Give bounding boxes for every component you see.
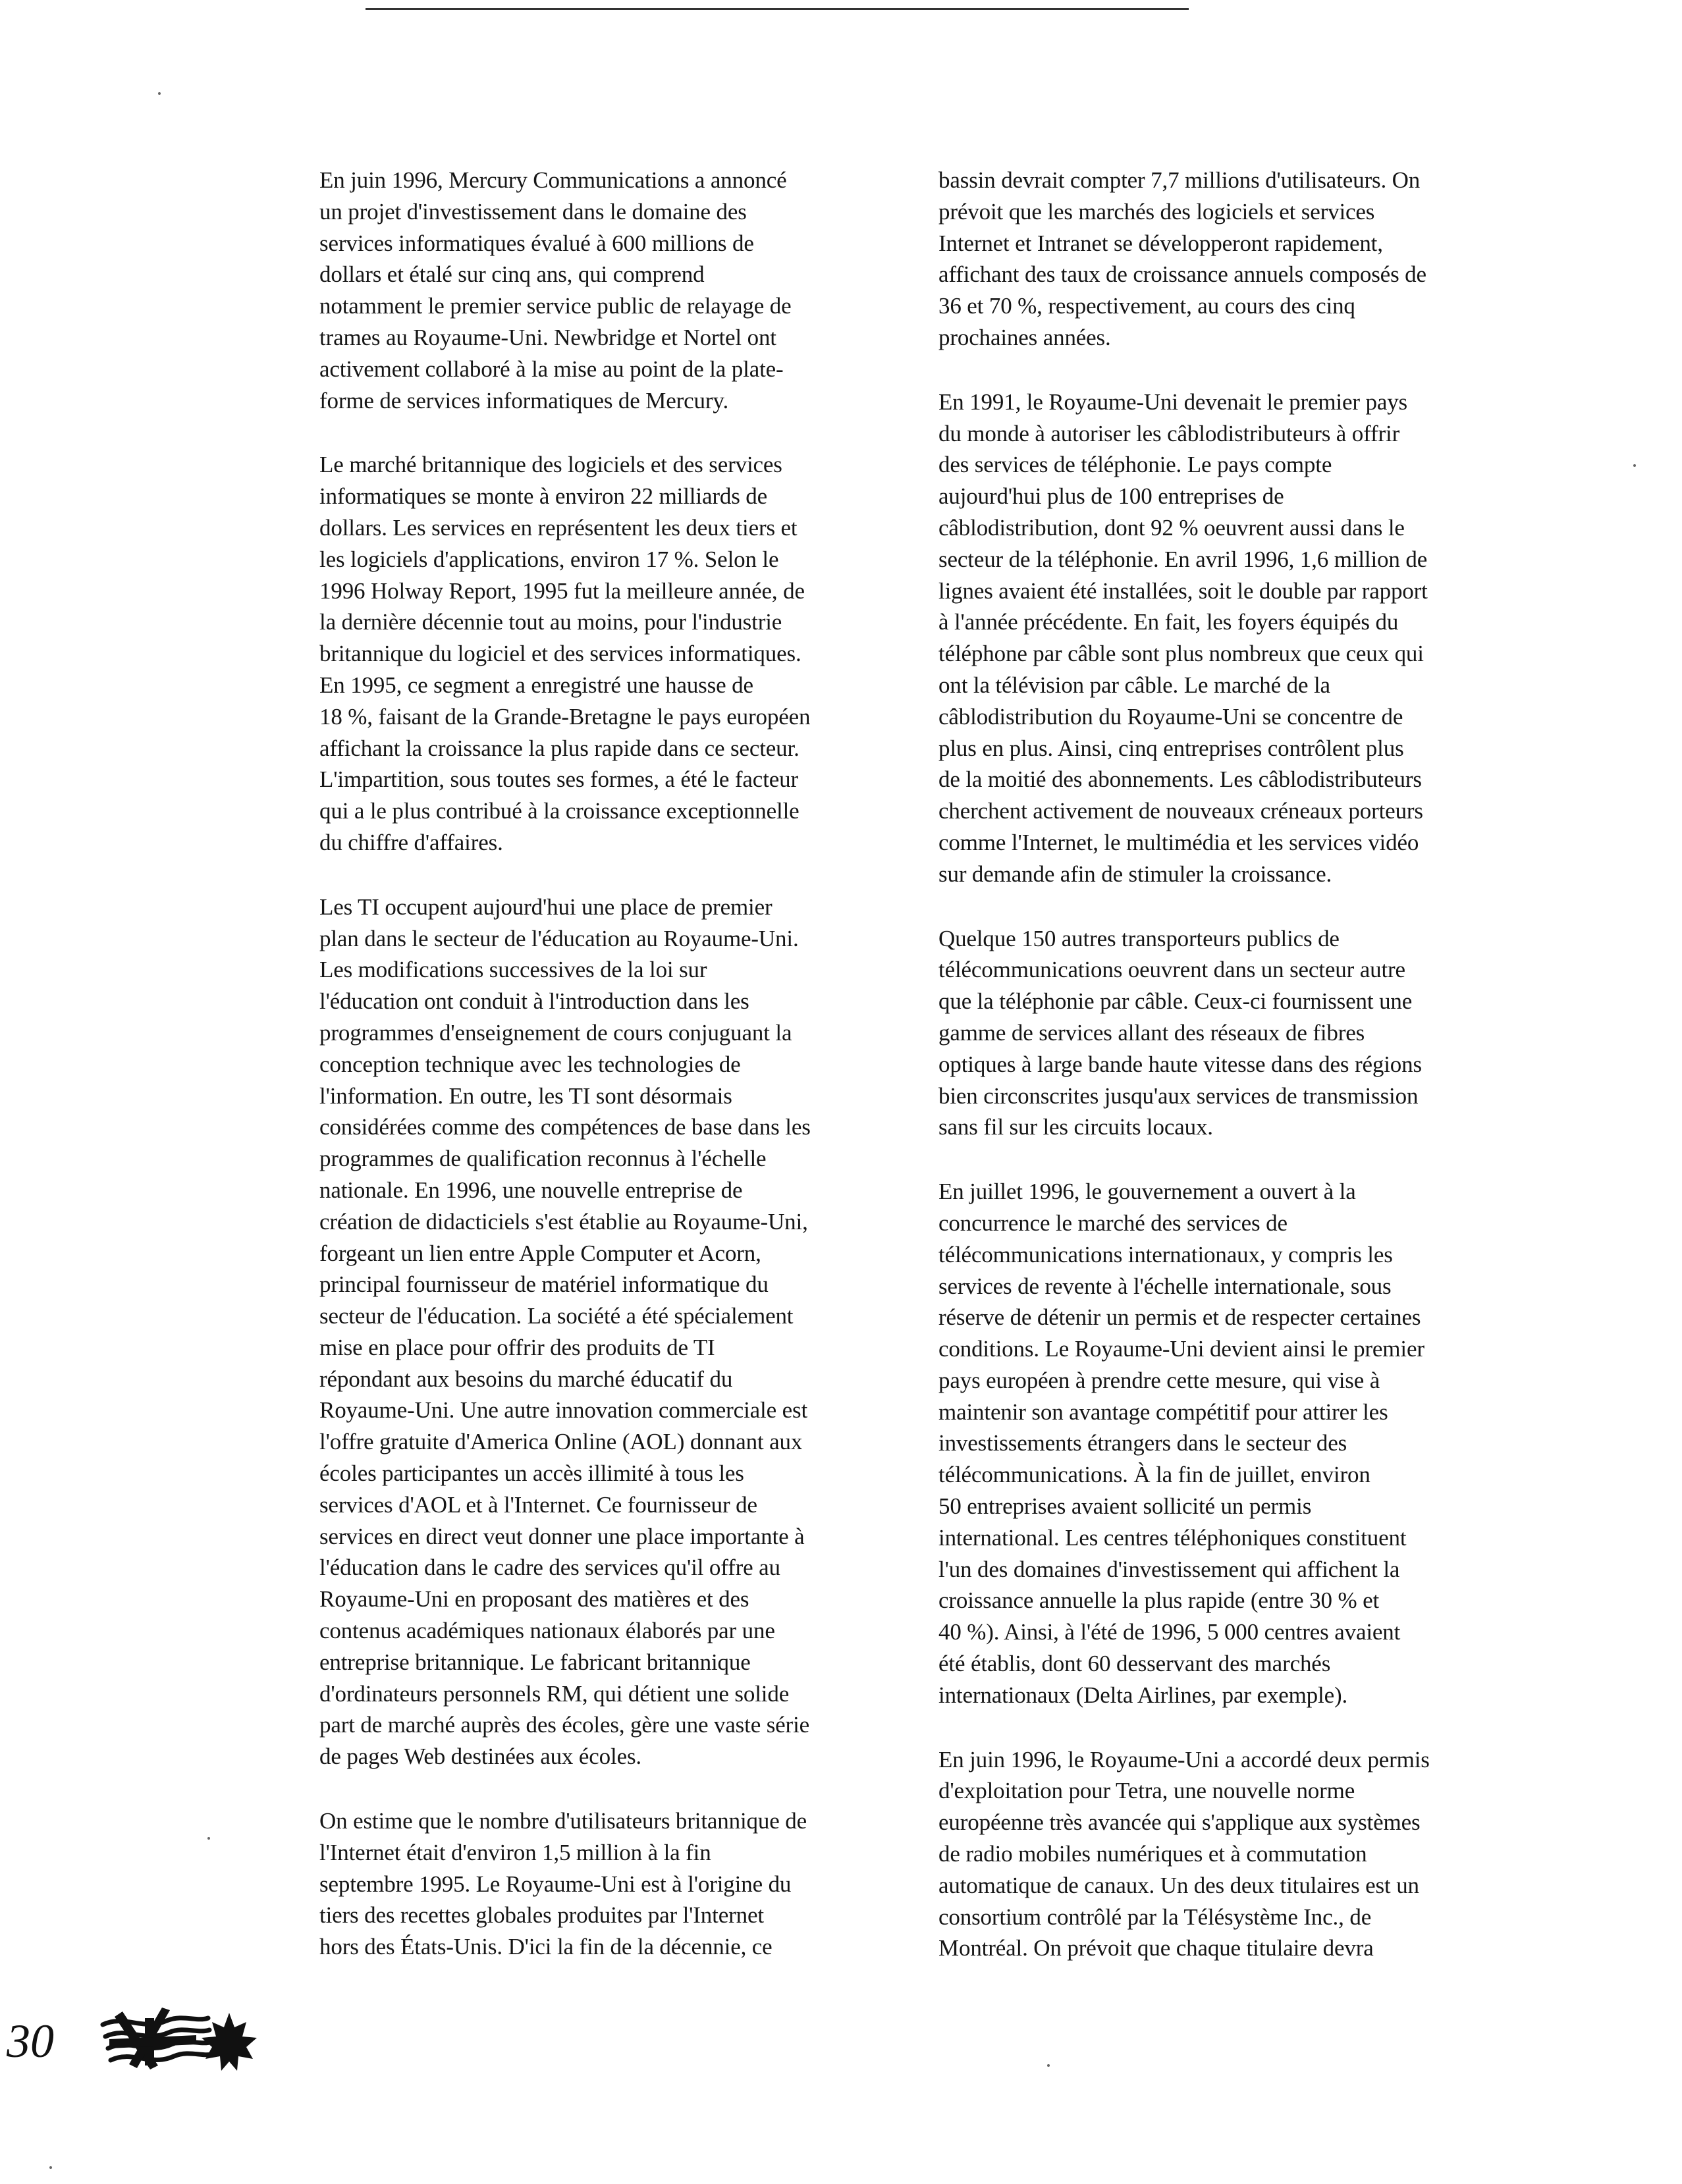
scan-speck: [1047, 2064, 1050, 2067]
page-number: 30: [7, 2015, 54, 2067]
paragraph-cable-telephony: En 1991, le Royaume-Uni devenait le premier pays du monde à autoriser les câblodistributeurs à offrir des services de téléphonie. Le pays compte aujourd'hui plus de 100 entreprises de câblodistribution, dont 92 % oeuvrent aussi dans le secteur de la téléphonie. En avril 1996, 1,6 million de lignes avaient été installées, soit le double par rapport à l'année précédente. En fait, les foyers équipés du téléphone par câble sont plus nombreux que ceux qui ont la télévision par câble. Le marché de la câblodistribution du Royaume-Uni se concentre de plus en plus. Ainsi, cinq entreprises contrôlent plus de la moitié des abonnements. Les câblodistributeurs cherchent activement de nouveaux créneaux porteurs comme l'Internet, le multimédia et les services vidéo sur demande afin de stimuler la croissance.: [938, 388, 1428, 887]
left-column: [319, 165, 925, 1996]
scan-speck: [1633, 464, 1636, 467]
scan-speck: [49, 2166, 52, 2169]
paragraph-internet-forecast: bassin devrait compter 7,7 millions d'utilisateurs. On prévoit que les marchés des logiciels et services Internet et Intranet se développeront rapidement, affichant des taux de croissance annuels composés de 36 et 70 %, respectivement, au cours des cinq prochaines années.: [938, 167, 1426, 350]
paragraph-mercury: En juin 1996, Mercury Communications a annoncé un projet d'investissement dans le domaine des services informatiques évalué à 600 millions de dollars et étalé sur cinq ans, qui comprend notamment le premier service public de relayage de trames au Royaume-Uni. Newbridge et Nortel ont activement collaboré à la mise au point de la plate- forme de services informatiques de Mercury.: [319, 167, 792, 413]
right-column: [938, 165, 1544, 1997]
header-rule: [366, 8, 1189, 10]
flag-emblem-icon: [97, 2005, 262, 2077]
paragraph-education: Les TI occupent aujourd'hui une place de premier plan dans le secteur de l'éducation au Royaume-Uni. Les modifications successives de la loi sur l'éducation ont conduit à l'introduction dans les programmes d'enseignement de cours conjuguant la conception technique avec les technologies de l'information. En outre, les TI sont désormais considérées comme des compétences de base dans les programmes de qualification reconnus à l'échelle nationale. En 1996, une nouvelle entreprise de création de didacticiels s'est établie au Royaume-Uni, forgeant un lien entre Apple Computer et Acorn, principal fournisseur de matériel informatique du secteur de l'éducation. La société a été spécialement mise en place pour offrir des produits de TI répondant aux besoins du marché éducatif du Royaume-Uni. Une autre innovation commerciale est l'offre gratuite d'America Online (AOL) donnant aux écoles participantes un accès illimité à tous les services d'AOL et à l'Internet. Ce fournisseur de services en direct veut donner une place importante à l'éducation dans le cadre des services qu'il offre au Royaume-Uni en proposant des matières et des contenus académiques nationaux élaborés par une entreprise britannique. Le fabricant britannique d'ordinateurs personnels RM, qui détient une solide part de marché auprès des écoles, gère une vaste série de pages Web destinées aux écoles.: [319, 893, 811, 1770]
scan-speck: [207, 1837, 210, 1840]
paragraph-software-market: Le marché britannique des logiciels et des services informatiques se monte à environ 22 milliards de dollars. Les services en représentent les deux tiers et les logiciels d'applications, environ 17 %. Selon le 1996 Holway Report, 1995 fut la meilleure année, de la dernière décennie tout au moins, pour l'industrie britannique du logiciel et des services informatiques. En 1995, ce segment a enregistré une hausse de 18 %, faisant de la Grande-Bretagne le pays européen affichant la croissance la plus rapide dans ce secteur. L'impartition, sous toutes ses formes, a été le facteur qui a le plus contribué à la croissance exceptionnelle du chiffre d'affaires.: [319, 452, 811, 855]
paragraph-international-services: En juillet 1996, le gouvernement a ouvert à la concurrence le marché des services de télécommunications internationaux, y compris les services de revente à l'échelle internationale, sous réserve de détenir un permis et de respecter certaines conditions. Le Royaume-Uni devient ainsi le premier pays européen à prendre cette mesure, qui vise à maintenir son avantage compétitif pour attirer les investissements étrangers dans le secteur des télécommunications. À la fin de juillet, environ 50 entreprises avaient sollicité un permis international. Les centres téléphoniques constituent l'un des domaines d'investissement qui affichent la croissance annuelle la plus rapide (entre 30 % et 40 %). Ainsi, à l'été de 1996, 5 000 centres avaient été établis, dont 60 desservant des marchés internationaux (Delta Airlines, par exemple).: [938, 1179, 1424, 1708]
scan-speck: [158, 92, 161, 95]
paragraph-internet-users: On estime que le nombre d'utilisateurs britannique de l'Internet était d'environ 1,5 million à la fin septembre 1995. Le Royaume-Uni est à l'origine du tiers des recettes globales produites par l'Internet hors des États-Unis. D'ici la fin de la décennie, ce: [319, 1808, 807, 1960]
paragraph-tetra-licences: En juin 1996, le Royaume-Uni a accordé deux permis d'exploitation pour Tetra, une nouvelle norme européenne très avancée qui s'applique aux systèmes de radio mobiles numériques et à commutation automatique de canaux. Un des deux titulaires est un consortium contrôlé par la Télésystème Inc., de Montréal. On prévoit que chaque titulaire devra: [938, 1746, 1430, 1961]
paragraph-carriers: Quelque 150 autres transporteurs publics de télécommunications oeuvrent dans un secteur autre que la téléphonie par câble. Ceux-ci fournissent une gamme de services allant des réseaux de fibres optiques à large bande haute vitesse dans des régions bien circonscrites jusqu'aux services de transmission sans fil sur les circuits locaux.: [938, 925, 1422, 1140]
